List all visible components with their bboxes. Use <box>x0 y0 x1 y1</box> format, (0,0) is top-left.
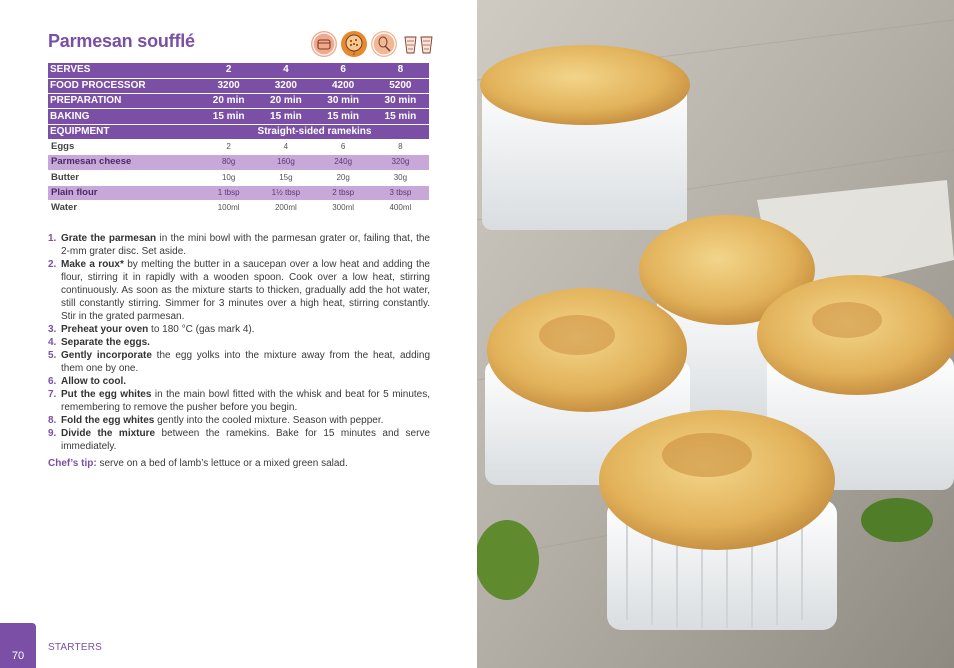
step-number: 8. <box>48 415 57 426</box>
ingredient-name: Water <box>48 201 200 216</box>
step-text: gently into the cooled mixture. Season with pepper. <box>154 415 384 426</box>
ingredient-qty: 1 tbsp <box>200 185 257 200</box>
step-lead: Grate the parmesan <box>61 233 157 244</box>
step-number: 7. <box>48 389 57 400</box>
whisk-icon <box>371 31 397 57</box>
spec-value: 20 min <box>257 94 314 109</box>
spec-value: 3200 <box>200 78 257 93</box>
step-lead: Fold the egg whites <box>61 415 155 426</box>
ingredient-name: Plain flour <box>48 185 200 200</box>
spec-value: 20 min <box>200 94 257 109</box>
method-step <box>48 375 430 388</box>
ingredient-qty: 80g <box>200 155 257 170</box>
section-label: STARTERS <box>48 642 103 653</box>
method-steps <box>48 232 430 453</box>
step-lead: Put the egg whites <box>61 389 152 400</box>
ingredient-row <box>48 201 429 216</box>
ingredient-row <box>48 155 429 170</box>
spec-value: 4200 <box>315 78 372 93</box>
ingredient-qty: 2 <box>200 139 257 154</box>
step-text: the egg yolks into the mixture away from the heat, adding them one by one. <box>61 350 431 374</box>
method-step <box>48 349 430 375</box>
method-step <box>48 232 430 258</box>
measuring-cup-icon <box>404 35 417 54</box>
spec-value: 30 min <box>372 94 429 109</box>
grater-disc-icon <box>341 31 367 57</box>
recipe-spec-table <box>48 63 429 216</box>
ingredient-name: Butter <box>48 170 200 185</box>
spec-value: 15 min <box>257 109 314 124</box>
equipment-value: Straight-sided ramekins <box>200 124 429 139</box>
ingredient-qty: 320g <box>372 155 429 170</box>
step-number: 6. <box>48 376 57 387</box>
step-lead: Allow to cool. <box>61 376 126 387</box>
ingredient-qty: 200ml <box>257 201 314 216</box>
ingredient-row <box>48 139 429 154</box>
method-step <box>48 323 430 336</box>
step-number: 1. <box>48 233 57 244</box>
spec-value: 15 min <box>200 109 257 124</box>
ingredient-name: Eggs <box>48 139 200 154</box>
svg-text:2: 2 <box>352 51 356 57</box>
step-number: 4. <box>48 337 57 348</box>
ingredient-qty: 4 <box>257 139 314 154</box>
equipment-icons <box>311 31 433 57</box>
tip-label: Chef’s tip: <box>48 458 97 469</box>
spec-value: 30 min <box>315 94 372 109</box>
method-step <box>48 336 430 349</box>
spec-value: 3200 <box>257 78 314 93</box>
method-step <box>48 388 430 414</box>
step-lead: Preheat your oven <box>61 324 149 335</box>
step-number: 5. <box>48 350 57 361</box>
ingredient-qty: 15g <box>257 170 314 185</box>
ingredient-row <box>48 185 429 200</box>
step-text: to 180 °C (gas mark 4). <box>148 324 255 335</box>
ingredient-qty: 6 <box>315 139 372 154</box>
step-lead: Divide the mixture <box>61 428 156 439</box>
souffle-photo-illustration <box>477 0 954 668</box>
step-number: 2. <box>48 259 57 270</box>
step-number: 3. <box>48 324 57 335</box>
ingredient-qty: 160g <box>257 155 314 170</box>
spec-row-preparation <box>48 94 429 109</box>
spec-value: 4 <box>257 63 314 78</box>
ingredient-qty: 10g <box>200 170 257 185</box>
ingredient-qty: 30g <box>372 170 429 185</box>
spec-row-baking <box>48 109 429 124</box>
ingredient-qty: 8 <box>372 139 429 154</box>
recipe-title: Parmesan soufflé <box>48 31 195 51</box>
page-number: 70 <box>11 650 25 662</box>
spec-label: EQUIPMENT <box>48 124 200 139</box>
spec-value: 8 <box>372 63 429 78</box>
ingredient-name: Parmesan cheese <box>48 155 200 170</box>
spec-row-equipment <box>48 124 429 139</box>
step-lead: Gently incorporate <box>61 350 152 361</box>
ingredient-qty: 3 tbsp <box>372 185 429 200</box>
spec-value: 5200 <box>372 78 429 93</box>
spec-value: 15 min <box>372 109 429 124</box>
step-lead: Separate the eggs. <box>61 337 150 348</box>
step-number: 9. <box>48 428 57 439</box>
method-step <box>48 258 430 323</box>
spec-value: 2 <box>200 63 257 78</box>
step-lead: Make a roux* <box>61 259 124 270</box>
method-step <box>48 427 430 453</box>
method-step <box>48 414 430 427</box>
step-text: in the mini bowl with the parmesan grater or, failing that, the 2-mm grater disc. Set aside. <box>61 233 430 257</box>
spec-label: FOOD PROCESSOR <box>48 78 200 93</box>
step-text: by melting the butter in a saucepan over a low heat and adding the flour, stirring it in rapidly with a wooden spoon. Cook over a low heat, stirring continuously. As soon as the mixture starts to thicken, gradually add the hot water, still constantly stirring. Simmer for 3 minutes over a high heat, stirring constantly. Stir in the grated parmesan. <box>61 259 430 322</box>
ingredient-row <box>48 170 429 185</box>
spec-label: SERVES <box>48 63 200 78</box>
ingredient-qty: 2 tbsp <box>315 185 372 200</box>
ingredient-qty: 240g <box>315 155 372 170</box>
mini-bowl-icon <box>311 31 337 57</box>
ingredient-qty: 20g <box>315 170 372 185</box>
souffle-photo <box>477 0 954 668</box>
tip-text: serve on a bed of lamb’s lettuce or a mixed green salad. <box>96 458 348 469</box>
step-text: in the main bowl fitted with the whisk and beat for 5 minutes, remembering to remove the pusher before you begin. <box>61 389 430 413</box>
spec-row-food-processor <box>48 78 429 93</box>
ingredient-qty: 300ml <box>315 201 372 216</box>
spec-row-serves <box>48 63 429 78</box>
ingredient-qty: 400ml <box>372 201 429 216</box>
ingredient-qty: 100ml <box>200 201 257 216</box>
ingredient-qty: 1½ tbsp <box>257 185 314 200</box>
spec-value: 15 min <box>315 109 372 124</box>
spec-label: BAKING <box>48 109 200 124</box>
spec-label: PREPARATION <box>48 94 200 109</box>
chefs-tip <box>48 457 430 470</box>
step-text: between the ramekins. Bake for 15 minutes and serve immediately. <box>61 428 430 452</box>
measuring-cup-icon <box>420 35 433 54</box>
spec-value: 6 <box>315 63 372 78</box>
